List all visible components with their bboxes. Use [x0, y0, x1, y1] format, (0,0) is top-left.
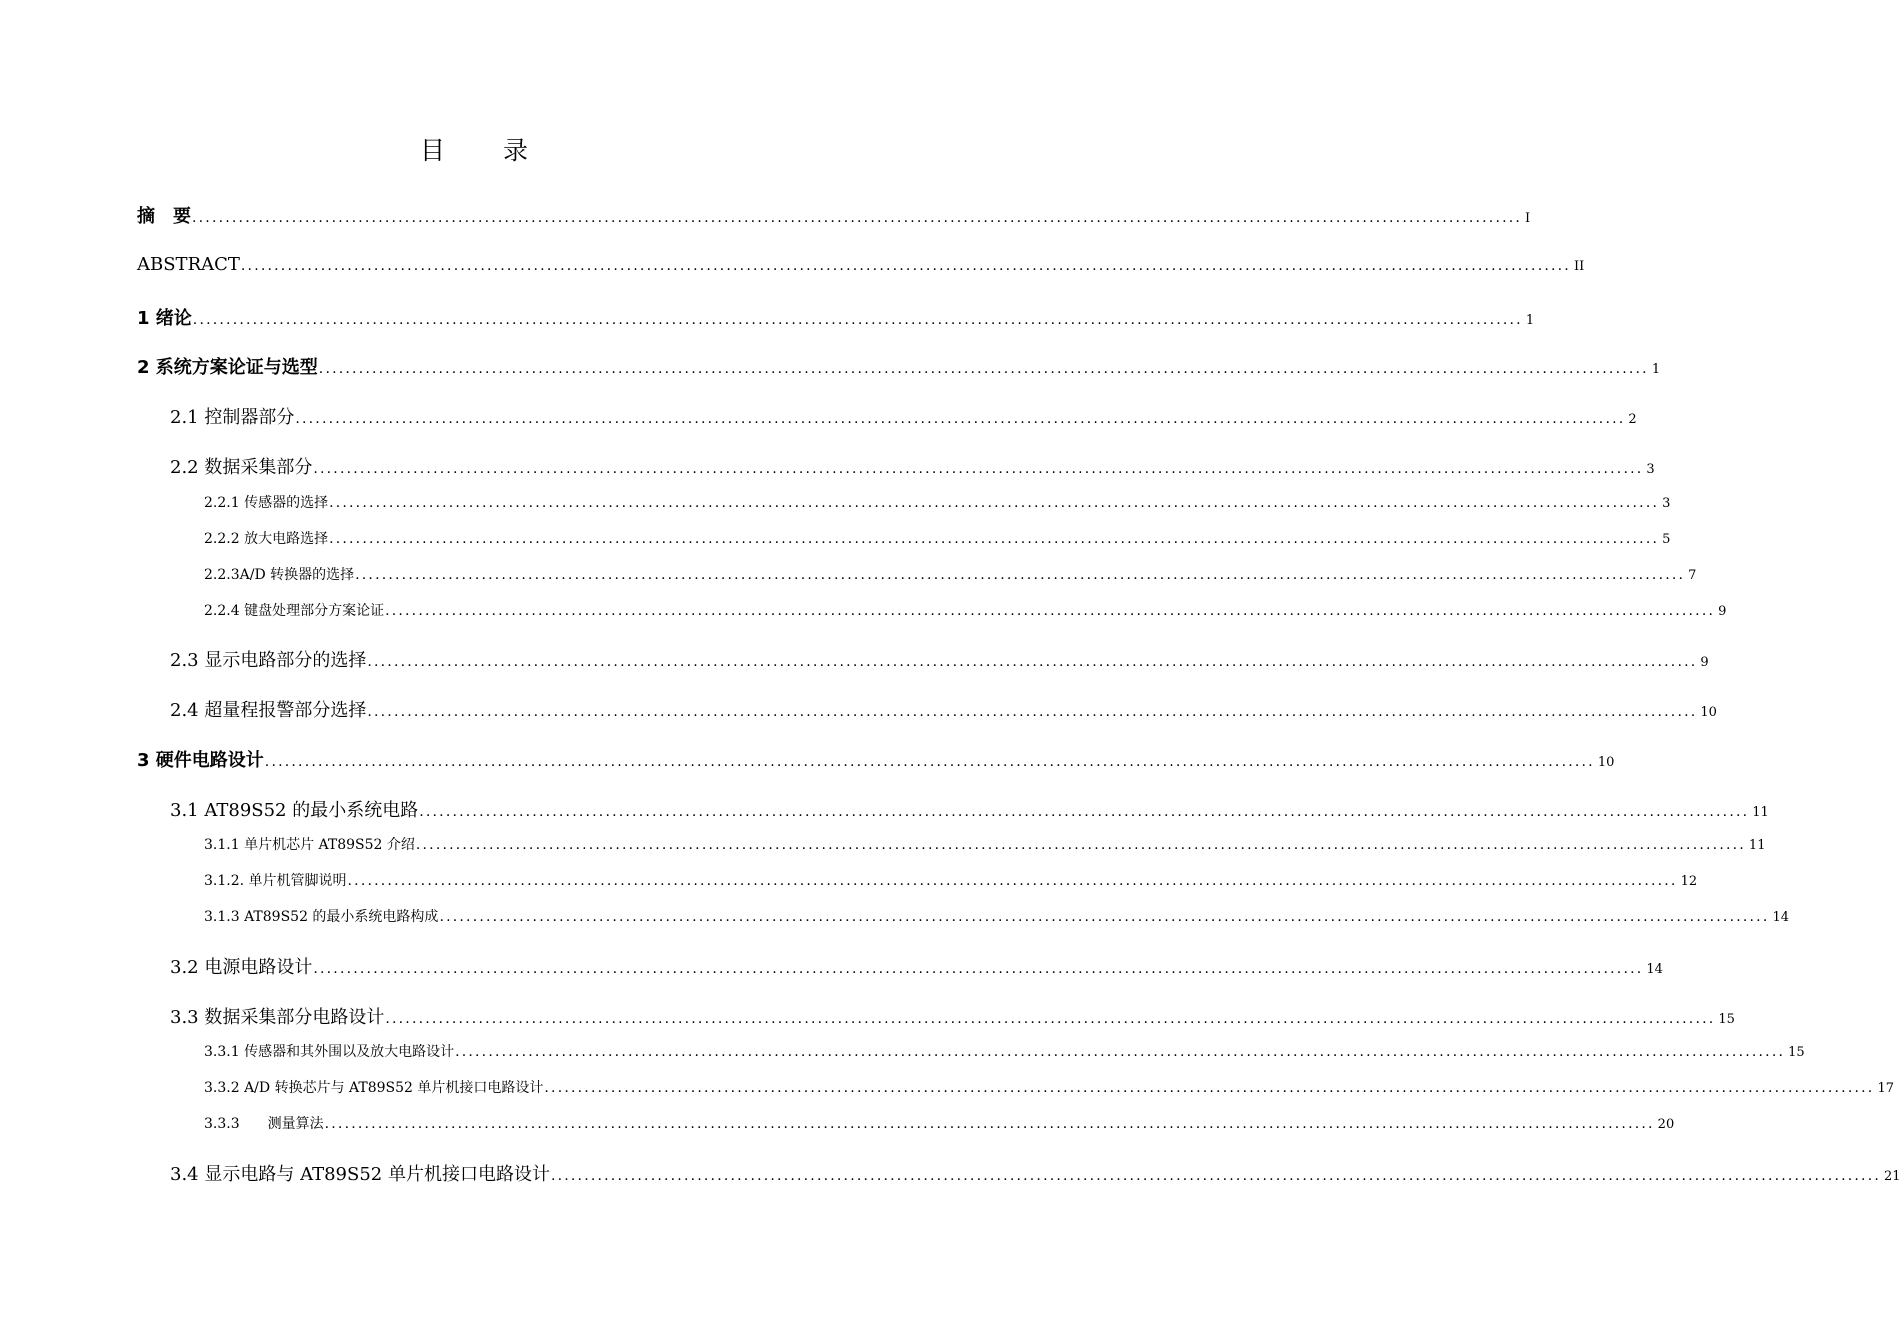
toc-entry-title: 2.2.1 传感器的选择	[204, 495, 329, 511]
dot-leader: ........................................................................................................................................................................................................	[324, 1116, 1655, 1132]
toc-entry-title: 2.2.2 放大电路选择	[204, 531, 329, 547]
toc-entry-page: 3	[1646, 462, 1655, 477]
dot-leader: ........................................................................................................................................................................................................	[318, 361, 1649, 377]
dot-leader: ........................................................................................................................................................................................................	[385, 603, 1716, 619]
toc-entry-2-1[interactable]	[170, 403, 1637, 429]
toc-entry-title: 2.2.4 键盘处理部分方案论证	[204, 603, 385, 619]
dot-leader: ........................................................................................................................................................................................................	[192, 312, 1523, 328]
toc-entry-chapter-1[interactable]	[137, 304, 1535, 330]
toc-entry-page: 12	[1680, 874, 1698, 889]
toc-entry-title: 3.4 显示电路与 AT89S52 单片机接口电路设计	[170, 1164, 550, 1185]
toc-entry-title: 摘 要	[137, 206, 191, 227]
toc-entry-title: 3.3.3 测量算法	[204, 1116, 324, 1132]
toc-entry-page: 9	[1718, 604, 1727, 619]
dot-leader: ........................................................................................................................................................................................................	[295, 411, 1626, 427]
toc-entry-title: 3.3.2 A/D 转换芯片与 AT89S52 单片机接口电路设计	[204, 1080, 544, 1096]
toc-entry-page: 3	[1662, 496, 1671, 511]
toc-entry-title: 2.2 数据采集部分	[170, 457, 313, 478]
dot-leader: ........................................................................................................................................................................................................	[415, 837, 1746, 853]
toc-entry-2-2[interactable]	[170, 453, 1655, 479]
dot-leader: ........................................................................................................................................................................................................	[313, 461, 1644, 477]
toc-entry-page: 10	[1700, 705, 1717, 720]
toc-entry-title: 3.1 AT89S52 的最小系统电路	[170, 800, 419, 821]
toc-entry-page: 15	[1718, 1012, 1735, 1027]
toc-entry-3-4[interactable]	[170, 1160, 1901, 1186]
dot-leader: ........................................................................................................................................................................................................	[355, 567, 1686, 583]
toc-entry-title: 3.3 数据采集部分电路设计	[170, 1007, 385, 1028]
toc-entry-abstract-cn[interactable]	[137, 202, 1531, 228]
toc-entry-title: 3.1.1 单片机芯片 AT89S52 介绍	[204, 837, 415, 853]
toc-entry-title: 2.3 显示电路部分的选择	[170, 650, 367, 671]
toc-entry-2-2-4[interactable]	[204, 600, 1727, 620]
toc-entry-chapter-3[interactable]	[137, 746, 1615, 772]
toc-entry-title: 2.2.3A/D 转换器的选择	[204, 567, 355, 583]
dot-leader: ........................................................................................................................................................................................................	[264, 754, 1595, 770]
toc-entry-page: 14	[1646, 962, 1663, 977]
toc-entry-3-1-2[interactable]	[204, 870, 1698, 890]
toc-entry-2-2-1[interactable]	[204, 492, 1671, 512]
toc-entry-page: 9	[1700, 655, 1709, 670]
toc-entry-page: 1	[1525, 313, 1535, 328]
title-char-2: 录	[503, 136, 531, 165]
dot-leader: ........................................................................................................................................................................................................	[347, 873, 1678, 889]
toc-entry-page: 17	[1877, 1081, 1894, 1096]
toc-entry-title: 3.1.2. 单片机管脚说明	[204, 873, 347, 889]
toc-entry-3-3-1[interactable]	[204, 1041, 1805, 1061]
toc-entry-page: 14	[1772, 910, 1790, 925]
toc-entry-chapter-2[interactable]	[137, 353, 1661, 379]
toc-entry-page: 2	[1628, 412, 1637, 427]
toc-entry-title: 3.1.3 AT89S52 的最小系统电路构成	[204, 909, 439, 925]
toc-entry-page: I	[1525, 211, 1531, 226]
dot-leader: ........................................................................................................................................................................................................	[544, 1080, 1875, 1096]
toc-entry-page: 1	[1651, 362, 1661, 377]
toc-entry-2-2-3[interactable]	[204, 564, 1697, 584]
toc-entry-title: 3 硬件电路设计	[137, 750, 264, 771]
toc-entry-title: ABSTRACT	[137, 254, 240, 275]
toc-entry-page: 7	[1688, 568, 1697, 583]
dot-leader: ........................................................................................................................................................................................................	[550, 1168, 1881, 1184]
toc-entry-page: 11	[1748, 838, 1766, 853]
toc-entry-3-2[interactable]	[170, 953, 1663, 979]
toc-entry-page: 20	[1657, 1117, 1675, 1132]
dot-leader: ........................................................................................................................................................................................................	[240, 258, 1571, 274]
toc-entry-page: 5	[1662, 532, 1671, 547]
dot-leader: ........................................................................................................................................................................................................	[367, 704, 1698, 720]
toc-entry-3-3-2[interactable]	[204, 1077, 1894, 1097]
dot-leader: ........................................................................................................................................................................................................	[192, 210, 1523, 226]
toc-entry-3-3-3[interactable]	[204, 1113, 1675, 1133]
dot-leader: ........................................................................................................................................................................................................	[329, 495, 1660, 511]
toc-entry-title: 2.4 超量程报警部分选择	[170, 700, 367, 721]
toc-entry-title: 2.1 控制器部分	[170, 407, 295, 428]
toc-entry-3-1-1[interactable]	[204, 834, 1766, 854]
dot-leader: ........................................................................................................................................................................................................	[455, 1044, 1786, 1060]
toc-entry-page: 10	[1597, 755, 1615, 770]
toc-entry-2-4[interactable]	[170, 696, 1717, 722]
page-title	[0, 134, 950, 168]
toc-entry-title: 1 绪论	[137, 308, 192, 329]
toc-entry-3-1-3[interactable]	[204, 906, 1790, 926]
toc-entry-page: 21	[1884, 1169, 1901, 1184]
dot-leader: ........................................................................................................................................................................................................	[385, 1011, 1716, 1027]
toc-entry-3-1[interactable]	[170, 796, 1769, 822]
title-char-1: 目	[419, 136, 447, 165]
dot-leader: ........................................................................................................................................................................................................	[329, 531, 1660, 547]
dot-leader: ........................................................................................................................................................................................................	[419, 804, 1750, 820]
toc-entry-2-3[interactable]	[170, 646, 1709, 672]
dot-leader: ........................................................................................................................................................................................................	[439, 909, 1770, 925]
toc-entry-3-3[interactable]	[170, 1003, 1735, 1029]
toc-entry-abstract-en[interactable]	[137, 254, 1585, 275]
toc-entry-2-2-2[interactable]	[204, 528, 1671, 548]
toc-entry-page: 15	[1788, 1045, 1805, 1060]
toc-entry-title: 3.3.1 传感器和其外围以及放大电路设计	[204, 1044, 455, 1060]
dot-leader: ........................................................................................................................................................................................................	[367, 654, 1698, 670]
toc-entry-page: II	[1573, 259, 1585, 274]
toc-entry-page: 11	[1752, 805, 1769, 820]
dot-leader: ........................................................................................................................................................................................................	[313, 961, 1644, 977]
toc-entry-title: 2 系统方案论证与选型	[137, 357, 318, 378]
toc-entry-title: 3.2 电源电路设计	[170, 957, 313, 978]
